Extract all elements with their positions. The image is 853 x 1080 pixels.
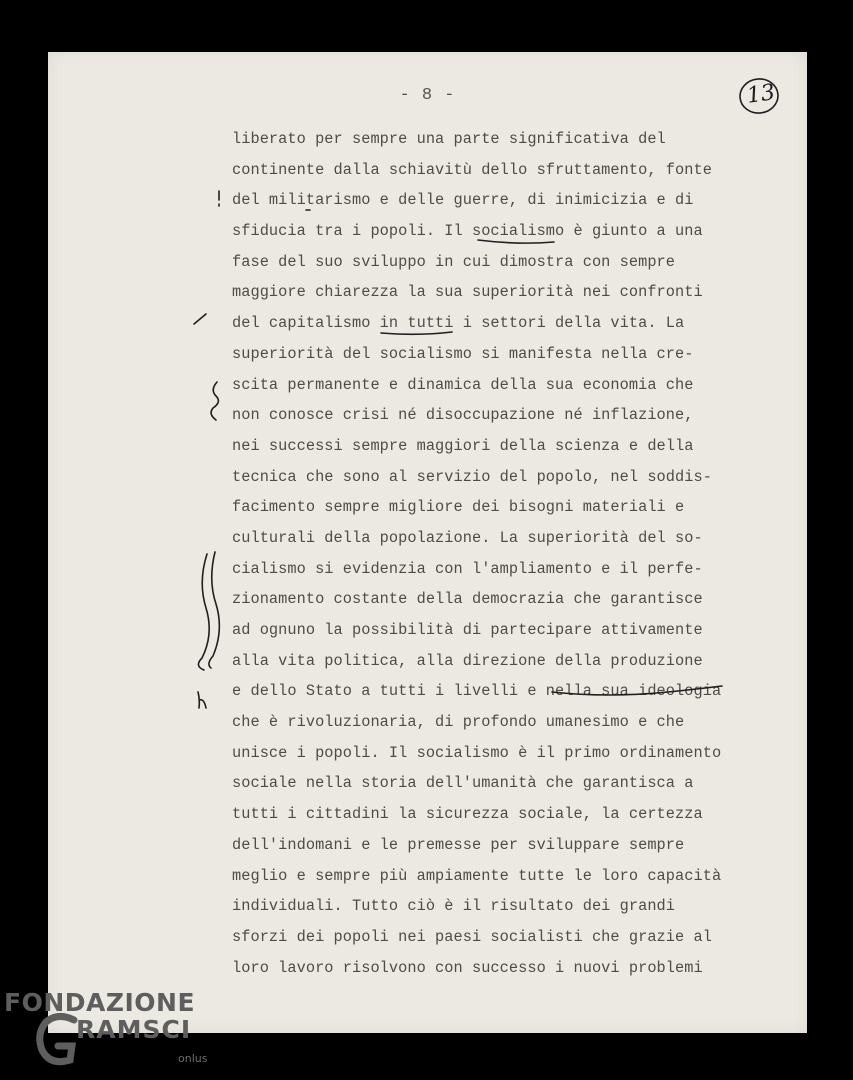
watermark-line2: RAMSCI — [76, 1015, 192, 1044]
text-line: fase del suo sviluppo in cui dimostra con sempre — [232, 252, 676, 271]
text-line: continente dalla schiavitù dello sfruttamento, fonte — [232, 160, 712, 179]
typewritten-body — [232, 124, 742, 983]
text-line: liberato per sempre una parte significativa del — [232, 130, 666, 148]
margin-wavy-bracket — [209, 552, 219, 668]
folio-number: 13 — [745, 80, 777, 109]
margin-tick-mark — [198, 692, 206, 708]
watermark-suffix: onlus — [178, 1052, 208, 1065]
text-line: alla vita politica, alla direzione della produzione — [232, 651, 703, 670]
text-line: scita permanente e dinamica della sua economia che — [232, 375, 694, 394]
text-line: unisce i popoli. Il socialismo è il primo ordinamento — [232, 743, 722, 762]
text-line: sociale nella storia dell'umanità che garantisca a — [232, 774, 694, 793]
text-line: e dello Stato a tutti i livelli e nella sua ideologia — [232, 682, 722, 701]
text-line: superiorità del socialismo si manifesta nella cre- — [232, 344, 694, 363]
text-line: ad ognuno la possibilità di partecipare attivamente — [232, 621, 703, 639]
text-line: zionamento costante della democrazia che garantisce — [232, 590, 703, 609]
folio-stamp — [738, 76, 780, 116]
page-number: - 8 - — [399, 86, 456, 105]
text-line: cialismo si evidenzia con l'ampliamento e il perfe- — [232, 559, 703, 578]
text-line: facimento sempre migliore dei bisogni materiali e — [232, 498, 685, 517]
text-line: sfiducia tra i popoli. Il socialismo è giunto a una — [232, 222, 703, 241]
text-line: individuali. Tutto ciò è il risultato dei grandi — [232, 897, 676, 916]
text-line: tecnica che sono al servizio del popolo, nel soddis- — [232, 467, 712, 486]
text-line: sforzi dei popoli nei paesi socialisti che grazie al — [232, 927, 712, 946]
text-line: del militarismo e delle guerre, di inimicizia e di — [232, 191, 694, 210]
text-line: loro lavoro risolvono con successo i nuovi problemi — [232, 958, 703, 977]
text-line: maggiore chiarezza la sua superiorità nei confronti — [232, 283, 703, 302]
margin-slash-mark — [194, 314, 206, 324]
text-line: che è rivoluzionaria, di profondo umanesimo e che — [232, 713, 685, 732]
text-line: non conosce crisi né disoccupazione né inflazione, — [232, 406, 694, 425]
text-line: culturali della popolazione. La superiorità del so- — [232, 528, 703, 547]
gramsci-g-logo-icon — [34, 1010, 82, 1074]
text-line: dell'indomani e le premesse per sviluppare sempre — [232, 835, 685, 854]
margin-wavy-bracket — [198, 554, 209, 670]
text-line: del capitalismo in tutti i settori della vita. La — [232, 314, 685, 333]
text-line: tutti i cittadini la sicurezza sociale, la certezza — [232, 805, 703, 824]
document-page — [48, 52, 807, 1033]
fondazione-gramsci-watermark — [4, 988, 219, 1078]
margin-brace-mark — [211, 382, 218, 420]
text-line: meglio e sempre più ampiamente tutte le loro capacità — [232, 866, 722, 885]
watermark-line1: FONDAZIONE — [4, 988, 196, 1017]
text-line: nei successi sempre maggiori della scienza e della — [232, 436, 694, 455]
